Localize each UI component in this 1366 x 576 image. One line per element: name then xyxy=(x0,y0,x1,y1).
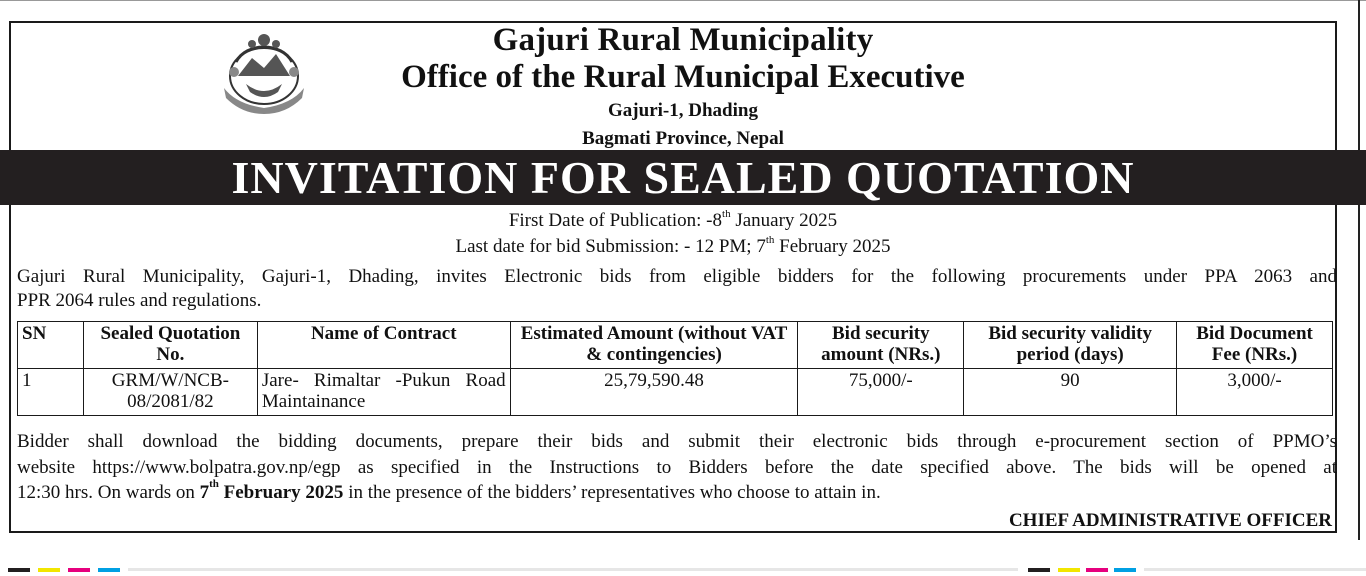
organization-name: Gajuri Rural Municipality xyxy=(492,22,874,58)
cell-estimated-amount: 25,79,590.48 xyxy=(510,369,798,416)
opening-date-suffix: th xyxy=(209,478,219,490)
print-mark-magenta-2 xyxy=(1086,568,1108,572)
first-publication-date xyxy=(0,210,1346,232)
signature-title: CHIEF ADMINISTRATIVE OFFICER xyxy=(1008,510,1332,531)
opening-date-day: 7 xyxy=(199,482,210,503)
closing-line-3-b: in the presence of the bidders’ representatives who choose to attain in. xyxy=(343,482,881,503)
table-header-row xyxy=(18,322,1333,369)
first-publication-suffix: th xyxy=(722,208,731,220)
print-mark-cyan xyxy=(98,568,120,572)
print-mark-cyan-2 xyxy=(1114,568,1136,572)
notice-title-banner: INVITATION FOR SEALED QUOTATION xyxy=(0,150,1366,205)
cell-sn: 1 xyxy=(18,369,84,416)
intro-line-2: PPR 2064 rules and regulations. xyxy=(17,290,262,311)
col-header-bid-security-amount: Bid security amount (NRs.) xyxy=(798,322,964,369)
cell-document-fee: 3,000/- xyxy=(1177,369,1333,416)
print-strip-left xyxy=(128,568,1018,571)
first-publication-rest: January 2025 xyxy=(730,210,838,231)
closing-paragraph xyxy=(17,429,1337,506)
col-header-validity-period: Bid security validity period (days) xyxy=(964,322,1177,369)
procurement-table xyxy=(17,321,1333,416)
closing-line-3-a: 12:30 hrs. On wards on xyxy=(17,482,200,503)
cell-validity-period: 90 xyxy=(964,369,1177,416)
col-header-quotation-no: Sealed Quotation No. xyxy=(83,322,257,369)
print-mark-black xyxy=(8,568,30,572)
office-name: Office of the Rural Municipal Executive xyxy=(401,59,965,95)
closing-line-1: Bidder shall download the bidding documents, prepare their bids and submit their electronic bids through e-procurement section of PPMO’s xyxy=(17,431,1337,452)
col-header-document-fee: Bid Document Fee (NRs.) xyxy=(1177,322,1333,369)
print-strip-right xyxy=(1144,568,1366,571)
intro-line-1: Gajuri Rural Municipality, Gajuri-1, Dhading, invites Electronic bids from eligible bidders for the following procurements under PPA 2063 and xyxy=(17,266,1337,287)
col-header-contract-name: Name of Contract xyxy=(257,322,510,369)
cell-contract-name: Jare- Rimaltar -Pukun Road Maintainance xyxy=(257,369,510,416)
col-header-estimated-amount: Estimated Amount (without VAT & contingencies) xyxy=(510,322,798,369)
print-mark-yellow xyxy=(38,568,60,572)
closing-line-2: website https://www.bolpatra.gov.np/egp as specified in the Instructions to Bidders before the date specified above. The bids will be opened at xyxy=(17,456,1337,478)
closing-line-3 xyxy=(17,480,1337,506)
opening-date-rest: February 2025 xyxy=(218,482,344,503)
last-submission-rest: February 2025 xyxy=(774,236,891,257)
col-header-sn: SN xyxy=(18,322,84,369)
first-publication-label: First Date of Publication: -8 xyxy=(508,210,723,231)
top-rule xyxy=(0,0,1366,1)
table-row xyxy=(18,369,1333,416)
last-submission-label: Last date for bid Submission: - 12 PM; 7 xyxy=(455,236,766,257)
print-mark-black-2 xyxy=(1028,568,1050,572)
intro-paragraph xyxy=(17,265,1337,313)
last-submission-date xyxy=(0,236,1346,258)
cell-bid-security-amount: 75,000/- xyxy=(798,369,964,416)
print-mark-yellow-2 xyxy=(1058,568,1080,572)
address-line-2: Bagmati Province, Nepal xyxy=(582,128,784,149)
address-line-1: Gajuri-1, Dhading xyxy=(608,100,758,121)
last-submission-suffix: th xyxy=(765,234,775,246)
print-mark-magenta xyxy=(68,568,90,572)
cell-quotation-no: GRM/W/NCB-08/2081/82 xyxy=(83,369,257,416)
